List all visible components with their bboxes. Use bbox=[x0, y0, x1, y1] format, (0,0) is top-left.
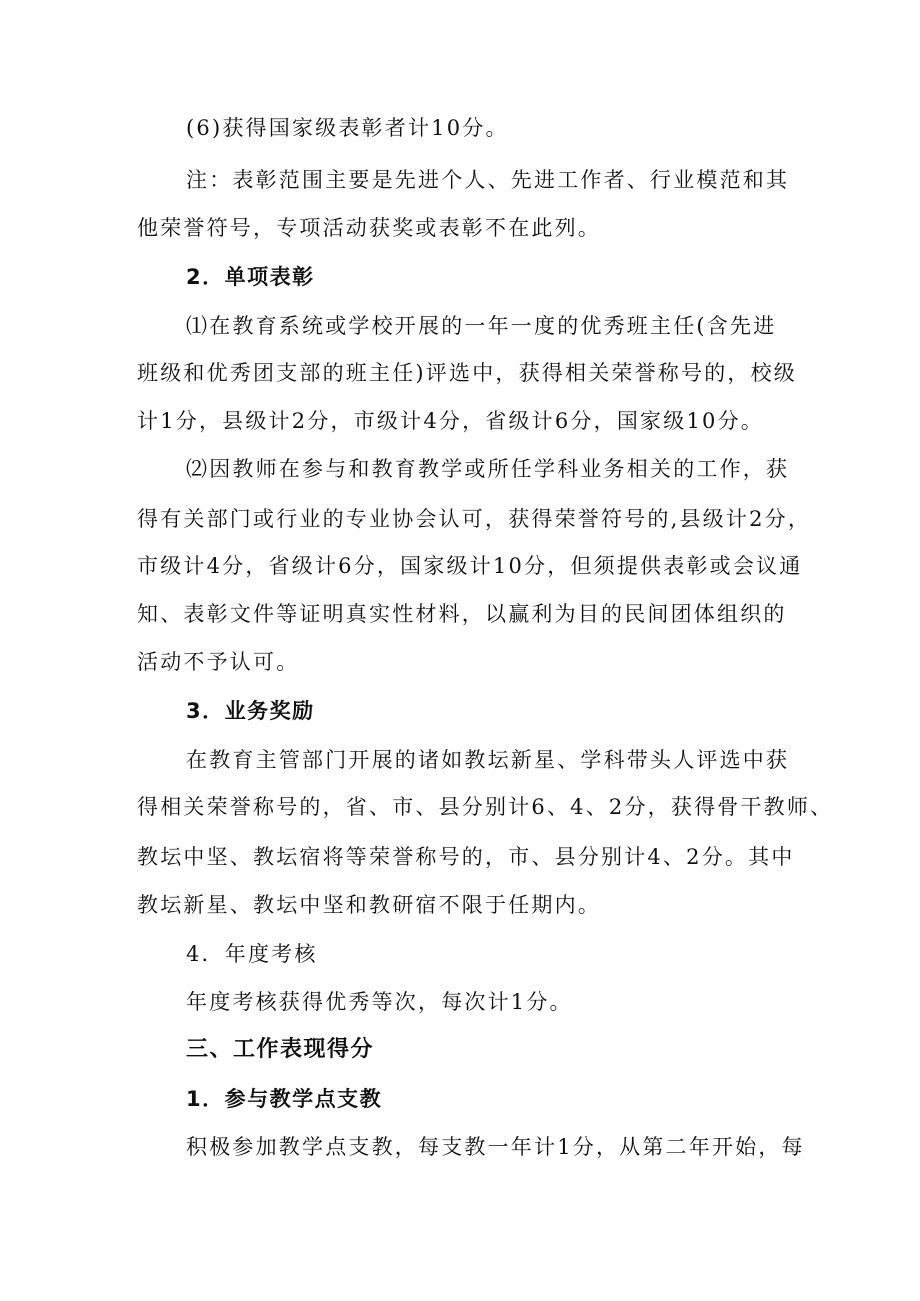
item1-line-3: 计1分，县级计2分，市级计4分，省级计6分，国家级10分。 bbox=[137, 409, 764, 433]
heading-teaching-support: 1．参与教学点支教 bbox=[186, 1087, 383, 1111]
business-line-2: 得相关荣誉称号的，省、市、县分别计6、4、2分，获得骨干教师、 bbox=[137, 795, 834, 819]
item1-line-1: ⑴在教育系统或学校开展的一年一度的优秀班主任(含先进 bbox=[186, 314, 777, 338]
item1-line-2: 班级和优秀团支部的班主任)评选中，获得相关荣誉称号的，校级 bbox=[137, 361, 797, 385]
business-line-3: 教坛中坚、教坛宿将等荣誉称号的，市、县分别计4、2分。其中 bbox=[137, 845, 795, 869]
item2-line-5: 活动不予认可。 bbox=[137, 650, 300, 674]
item2-line-4: 知、表彰文件等证明真实性材料，以赢利为目的民间团体组织的 bbox=[137, 602, 787, 626]
business-line-1: 在教育主管部门开展的诸如教坛新星、学科带头人评选中获 bbox=[186, 748, 790, 772]
note-line-2: 他荣誉符号，专项活动获奖或表彰不在此列。 bbox=[137, 216, 601, 240]
business-line-4: 教坛新星、教坛中坚和教研宿不限于任期内。 bbox=[137, 893, 601, 917]
heading-annual-review: 4．年度考核 bbox=[186, 942, 318, 966]
item2-line-3: 市级计4分，省级计6分，国家级计10分，但须提供表彰或会议通 bbox=[137, 554, 803, 578]
heading-single-award: 2．单项表彰 bbox=[186, 265, 315, 289]
item2-line-1: ⑵因教师在参与和教育教学或所任学科业务相关的工作，获 bbox=[186, 457, 790, 481]
award-item-6: (6)获得国家级表彰者计10分。 bbox=[186, 116, 509, 140]
item2-line-2: 得有关部门或行业的专业协会认可，获得荣誉符号的,县级计2分， bbox=[137, 507, 812, 531]
annual-line-1: 年度考核获得优秀等次，每次计1分。 bbox=[186, 990, 573, 1014]
section-heading-work-performance: 三、工作表现得分 bbox=[186, 1037, 375, 1062]
heading-business-award: 3．业务奖励 bbox=[186, 699, 315, 723]
note-line-1: 注：表彰范围主要是先进个人、先进工作者、行业模范和其 bbox=[186, 168, 790, 192]
teach-line-1: 积极参加教学点支教，每支教一年计1分，从第二年开始，每 bbox=[186, 1135, 805, 1159]
